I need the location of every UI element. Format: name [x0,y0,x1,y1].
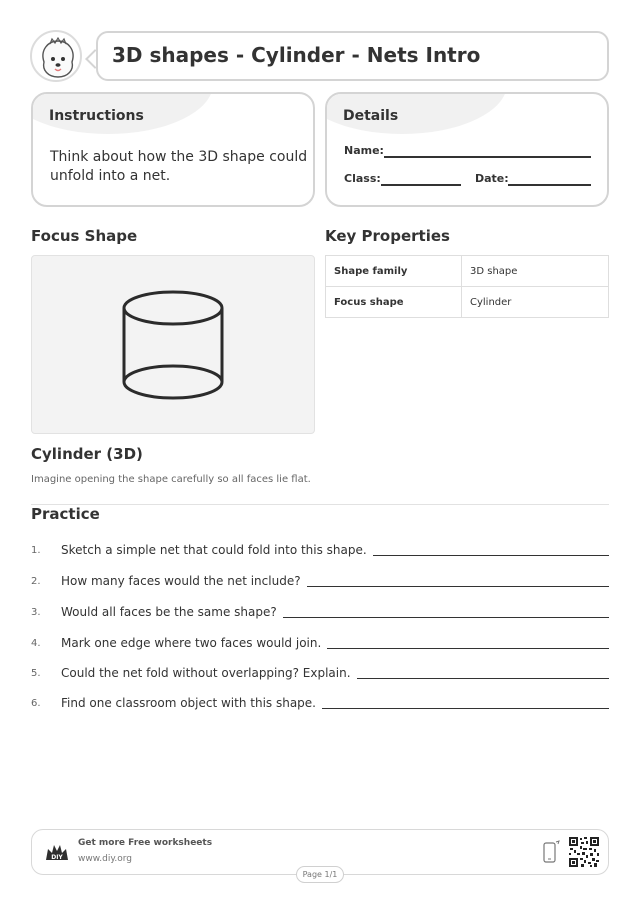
key-properties-table [325,255,609,318]
instructions-heading: Instructions [49,108,144,124]
property-value: 3D shape [462,256,609,287]
page-number: Page 1/1 [296,866,344,883]
class-field[interactable] [381,184,461,186]
list-item [31,632,609,652]
practice-heading: Practice [31,505,100,523]
footer-url[interactable]: www.diy.org [78,854,132,864]
title-bubble [96,31,609,81]
mascot-icon [32,32,82,82]
question-text: Sketch a simple net that could fold into this shape. [61,543,367,557]
cylinder-icon [32,256,316,435]
list-item [31,539,609,559]
answer-line[interactable] [322,708,609,709]
shape-caption: Imagine opening the shape carefully so all faces lie flat. [31,474,311,485]
focus-shape-panel [31,255,315,434]
key-properties-heading: Key Properties [325,227,450,245]
list-item [31,692,609,712]
answer-line[interactable] [307,586,609,587]
question-number: 1. [31,545,41,556]
question-number: 3. [31,607,41,618]
diy-logo-icon [44,840,70,866]
question-text: Find one classroom object with this shape. [61,696,316,710]
name-label: Name: [344,144,384,157]
instructions-card [31,92,315,207]
qr-code-icon[interactable] [568,836,600,868]
logo-text: DIY [51,854,63,861]
question-number: 5. [31,668,41,679]
date-label: Date: [475,172,509,185]
question-text: How many faces would the net include? [61,574,301,588]
divider [31,504,609,505]
question-number: 4. [31,638,41,649]
table-row [326,287,609,318]
answer-line[interactable] [283,617,609,618]
answer-line[interactable] [373,555,609,556]
details-card [325,92,609,207]
instructions-text: Think about how the 3D shape could unfold into a net. [50,149,308,184]
answer-line[interactable] [357,678,609,679]
question-text: Mark one edge where two faces would join. [61,636,322,650]
shape-title: Cylinder (3D) [31,445,143,463]
name-field[interactable] [384,156,591,158]
question-number: 6. [31,698,41,709]
list-item [31,601,609,621]
property-key: Shape family [326,256,462,287]
question-text: Would all faces be the same shape? [61,605,277,619]
details-heading: Details [343,108,399,124]
property-key: Focus shape [326,287,462,318]
mascot-avatar [30,30,82,82]
list-item [31,662,609,682]
question-number: 2. [31,576,41,587]
footer-promo-text: Get more Free worksheets [78,838,213,848]
date-field[interactable] [508,184,591,186]
focus-shape-heading: Focus Shape [31,227,138,245]
page-title: 3D shapes - Cylinder - Nets Intro [112,43,481,67]
phone-icon [542,840,560,864]
class-label: Class: [344,172,381,185]
property-value: Cylinder [462,287,609,318]
table-row [326,256,609,287]
list-item [31,570,609,590]
question-text: Could the net fold without overlapping? Explain. [61,666,351,680]
answer-line[interactable] [327,648,609,649]
